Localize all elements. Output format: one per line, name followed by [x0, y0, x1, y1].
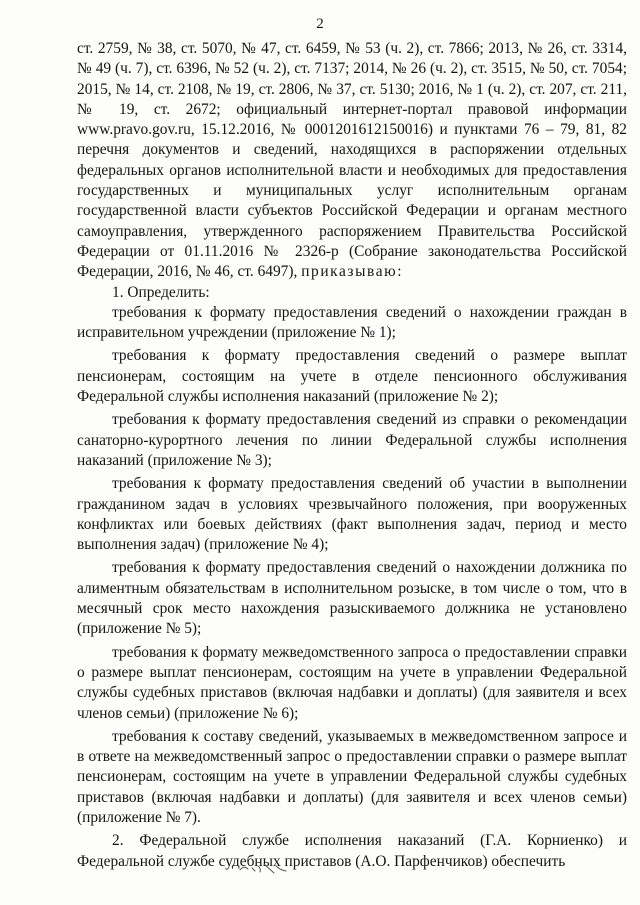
requirement-item-2: требования к формату предоставления сведений о размере выплат пенсионерам, состоящим на учете в отделе пенсионного обслуживания Федеральной службы исполнения наказаний (приложение № 2);	[77, 347, 627, 406]
document-body	[77, 39, 627, 872]
section-2-paragraph: 2. Федеральной службе исполнения наказаний (Г.А. Корниенко) и Федеральной службе судебных приставов (А.О. Парфенчиков) обеспечить	[77, 832, 627, 870]
intro-text: ст. 2759, № 38, ст. 5070, № 47, ст. 6459, № 53 (ч. 2), ст. 7866; 2013, № 26, ст. 3314, № 49 (ч. 7), ст. 6396, № 52 (ч. 2), ст. 7137; 2014, № 26 (ч. 2), ст. 3515, № 50, ст. 7054; 2015, № 14, ст. 2108, № 19, ст. 2806, № 37, ст. 5130; 2016, № 1 (ч. 2), ст. 207, ст. 211, № 19, ст. 2672; официальный интернет-портал правовой информации www.pravo.gov.ru, 15.12.2016, № 0001201612150016) и пунктами 76 – 79, 81, 82 перечня документов и сведений, находящихся в распоряжении отдельных федеральных органов исполнительной власти и необходимых для предоставления государственных и муниципальных услуг исполнительным органам государственной власти субъектов Российской Федерации и органам местного самоуправления, утвержденного распоряжением Правительства Российской Федерации от 01.11.2016 № 2326-р (Собрание законодательства Российской Федерации, 2016, № 46, ст. 6497),	[77, 40, 627, 281]
requirement-item-6: требования к формату межведомственного запроса о предоставлении справки о размере выплат пенсионерам, состоящим на учете в управлении Федеральной службы судебных приставов (включая надбавки и доплаты) (для заявителя и всех членов семьи) (приложение № 6);	[77, 643, 627, 722]
intro-paragraph	[77, 39, 627, 283]
handwritten-mark-icon	[236, 856, 296, 878]
section-1-heading: 1. Определить:	[112, 283, 210, 301]
requirement-item-7: требования к составу сведений, указываемых в межведомственном запросе и в ответе на межведомственный запрос о предоставлении справки о размере выплат пенсионерам, состоящим на учете в управлении Федеральной службы судебных приставов (включая надбавки и доплаты) (для заявителя и всех членов семьи) (приложение № 7).	[77, 727, 627, 826]
requirement-item-4: требования к формату предоставления сведений об участии в выполнении гражданином задач в условиях чрезвычайного положения, при вооруженных конфликтах или боевых действиях (факт выполнения задач, период и место выполнения задач) (приложение № 4);	[77, 475, 627, 554]
requirement-item-5: требования к формату предоставления сведений о нахождении должника по алиментным обязательствам в исполнительном розыске, в том числе о том, что в месячный срок место нахождения разыскиваемого должника не установлено (приложение № 5);	[77, 559, 627, 638]
requirement-item-1: требования к формату предоставления сведений о нахождении граждан в исправительном учреждении (приложение № 1);	[77, 303, 627, 342]
order-word: приказываю:	[301, 263, 404, 281]
requirement-item-3: требования к формату предоставления сведений из справки о рекомендации санаторно-курортного лечения по линии Федеральной службы исполнения наказаний (приложение № 3);	[77, 411, 627, 469]
page-number: 2	[316, 16, 324, 32]
